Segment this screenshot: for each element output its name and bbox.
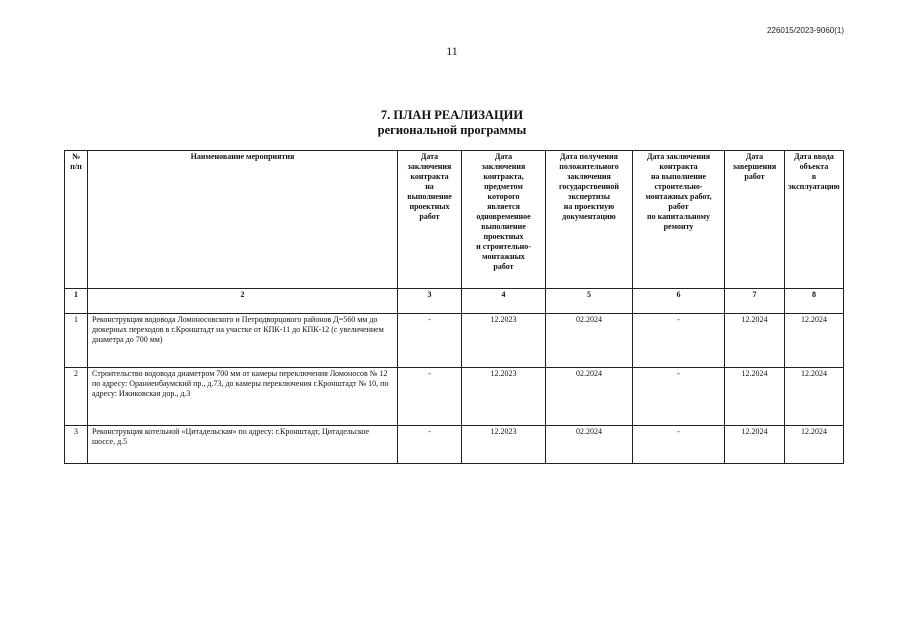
header-combined-contract-date: Дата заключения контракта, предметом которого является одновременное выполнение проектных и строительно- монтажных работ xyxy=(462,151,546,289)
table-row xyxy=(65,314,844,368)
title-line-2: региональной программы xyxy=(377,123,527,137)
title-line-1: 7. ПЛАН РЕАЛИЗАЦИИ xyxy=(380,108,524,122)
header-number: № п/п xyxy=(65,151,88,289)
column-number: 2 xyxy=(88,289,398,314)
design-contract-date: - xyxy=(398,368,462,426)
design-contract-date: - xyxy=(398,314,462,368)
header-construction-contract-date: Дата заключения контракта на выполнение строительно- монтажных работ, работ по капитальному ремонту xyxy=(633,151,725,289)
table-row xyxy=(65,368,844,426)
commissioning-date: 12.2024 xyxy=(785,426,844,464)
commissioning-date: 12.2024 xyxy=(785,314,844,368)
page-number: 11 xyxy=(446,44,458,58)
header-design-contract-date: Дата заключения контракта на выполнение проектных работ xyxy=(398,151,462,289)
expertise-date: 02.2024 xyxy=(546,368,633,426)
column-number: 5 xyxy=(546,289,633,314)
combined-contract-date: 12.2023 xyxy=(462,368,546,426)
column-number: 1 xyxy=(65,289,88,314)
row-number: 1 xyxy=(65,314,88,368)
column-number: 8 xyxy=(785,289,844,314)
design-contract-date: - xyxy=(398,426,462,464)
activity-name: Реконструкция водовода Ломоносовского и Петродворцового районов Д=560 мм до дюкерных переходов в г.Кронштадт на участке от КПК-11 до КПК-12 (с увеличением диаметра до 700 мм) xyxy=(88,314,398,368)
combined-contract-date: 12.2023 xyxy=(462,426,546,464)
completion-date: 12.2024 xyxy=(725,368,785,426)
header-activity-name: Наименование мероприятия xyxy=(88,151,398,289)
document-id: 226015/2023-9060(1) xyxy=(767,26,844,35)
combined-contract-date: 12.2023 xyxy=(462,314,546,368)
column-number-row xyxy=(65,289,844,314)
row-number: 2 xyxy=(65,368,88,426)
expertise-date: 02.2024 xyxy=(546,314,633,368)
activity-name: Реконструкция котельной «Цитадельская» по адресу: г.Кронштадт, Цитадельское шоссе, д.5 xyxy=(88,426,398,464)
activity-name: Строительство водовода диаметром 700 мм от камеры переключения Ломоносов № 12 по адресу: Ораниенбаумский пр., д.73, до камеры переключения г.Кронштадт № 10, по адресу: Ижиковская дор., д.3 xyxy=(88,368,398,426)
column-number: 3 xyxy=(398,289,462,314)
row-number: 3 xyxy=(65,426,88,464)
table-header-row xyxy=(65,151,844,289)
header-commissioning-date: Дата ввода объекта в эксплуатацию xyxy=(785,151,844,289)
expertise-date: 02.2024 xyxy=(546,426,633,464)
table-row xyxy=(65,426,844,464)
construction-contract-date: - xyxy=(633,314,725,368)
column-number: 6 xyxy=(633,289,725,314)
header-completion-date: Дата завершения работ xyxy=(725,151,785,289)
construction-contract-date: - xyxy=(633,426,725,464)
column-number: 7 xyxy=(725,289,785,314)
commissioning-date: 12.2024 xyxy=(785,368,844,426)
column-number: 4 xyxy=(462,289,546,314)
header-expertise-date: Дата получения положительного заключения государственной экспертизы на проектную документацию xyxy=(546,151,633,289)
implementation-plan-table xyxy=(64,150,844,464)
construction-contract-date: - xyxy=(633,368,725,426)
completion-date: 12.2024 xyxy=(725,314,785,368)
completion-date: 12.2024 xyxy=(725,426,785,464)
page-title xyxy=(0,108,904,138)
